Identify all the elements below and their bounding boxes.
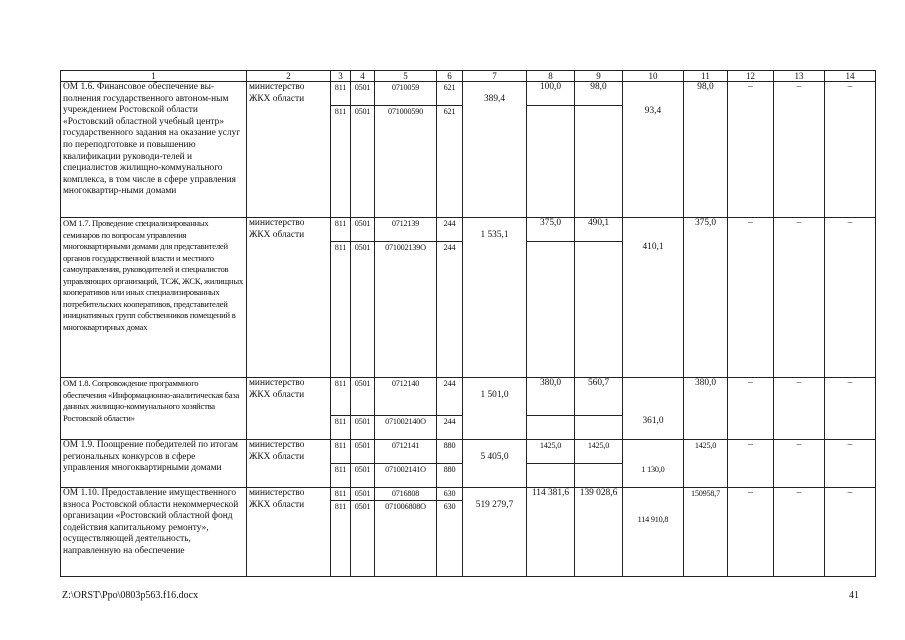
col-header: 11 bbox=[684, 71, 728, 82]
grbs-cell: 811 bbox=[331, 488, 351, 501]
col-header: 9 bbox=[575, 71, 623, 82]
executor-cell: министерство ЖКХ области bbox=[247, 440, 331, 488]
vr-cell: 244 bbox=[437, 242, 463, 378]
budget-table bbox=[60, 70, 876, 577]
year-2018-cell: – bbox=[728, 82, 774, 218]
empty-cell bbox=[575, 106, 623, 218]
year-2018-cell: – bbox=[728, 440, 774, 488]
table-row bbox=[61, 378, 876, 416]
year-2020-cell: – bbox=[825, 218, 876, 378]
year-2014-cell: 380,0 bbox=[527, 378, 575, 416]
year-2017-cell: 98,0 bbox=[684, 82, 728, 218]
col-header: 14 bbox=[825, 71, 876, 82]
table-row bbox=[61, 440, 876, 464]
csr-cell: 071006808О bbox=[375, 500, 437, 576]
year-2016-cell: 361,0 bbox=[623, 378, 684, 440]
year-2017-cell: 375,0 bbox=[684, 218, 728, 378]
table-row bbox=[61, 488, 876, 501]
col-header: 7 bbox=[463, 71, 527, 82]
empty-cell bbox=[575, 242, 623, 378]
empty-cell bbox=[527, 416, 575, 440]
empty-cell bbox=[527, 464, 575, 488]
total-cell: 1 535,1 bbox=[463, 218, 527, 378]
vr-cell: 880 bbox=[437, 464, 463, 488]
year-2020-cell: – bbox=[825, 440, 876, 488]
col-header: 13 bbox=[774, 71, 825, 82]
csr-cell: 071002141О bbox=[375, 464, 437, 488]
total-cell: 389,4 bbox=[463, 82, 527, 218]
grbs-cell: 811 bbox=[331, 500, 351, 576]
year-2018-cell: – bbox=[728, 488, 774, 577]
vr-cell: 244 bbox=[437, 416, 463, 440]
year-2014-cell: 375,0 bbox=[527, 218, 575, 242]
year-2016-cell: 93,4 bbox=[623, 82, 684, 218]
empty-cell bbox=[527, 242, 575, 378]
col-header: 4 bbox=[351, 71, 375, 82]
page-number: 41 bbox=[849, 590, 859, 601]
csr-cell: 071002140О bbox=[375, 416, 437, 440]
col-header: 12 bbox=[728, 71, 774, 82]
grbs-cell: 811 bbox=[331, 82, 351, 106]
measure-name-text: ОМ 1.7. Проведение специализированных семинаров по вопросам управления многоквартирными домами для представителей органов государственной власти и местного самоуправления, руководителей и специалистов управляющих организаций, ТСЖ, ЖСК, жилищных кооперативов или иных специализированных потребительских кооперативов, представителей инициативных групп собственников помещений в многоквартирных домах bbox=[63, 218, 243, 332]
vr-cell: 630 bbox=[437, 488, 463, 501]
grbs-cell: 811 bbox=[331, 416, 351, 440]
table-row bbox=[61, 82, 876, 106]
vr-cell: 630 bbox=[437, 500, 463, 576]
year-2014-cell: 100,0 bbox=[527, 82, 575, 106]
budget-table-page bbox=[60, 70, 875, 577]
empty-cell bbox=[575, 416, 623, 440]
col-header: 10 bbox=[623, 71, 684, 82]
rzpr-cell: 0501 bbox=[351, 106, 375, 218]
year-2015-cell: 490,1 bbox=[575, 218, 623, 242]
empty-cell bbox=[575, 464, 623, 488]
year-2019-cell: – bbox=[774, 218, 825, 378]
rzpr-cell: 0501 bbox=[351, 440, 375, 464]
year-2017-cell: 1425,0 bbox=[684, 440, 728, 488]
year-2019-cell: – bbox=[774, 378, 825, 440]
year-2015-cell: 139 028,6 bbox=[575, 488, 623, 577]
grbs-cell: 811 bbox=[331, 464, 351, 488]
year-2016-cell: 1 130,0 bbox=[623, 440, 684, 488]
year-2018-cell: – bbox=[728, 378, 774, 440]
year-2015-cell: 1425,0 bbox=[575, 440, 623, 464]
vr-cell: 244 bbox=[437, 218, 463, 242]
executor-cell: министерство ЖКХ области bbox=[247, 82, 331, 218]
rzpr-cell: 0501 bbox=[351, 82, 375, 106]
empty-cell bbox=[527, 106, 575, 218]
csr-cell: 071000590 bbox=[375, 106, 437, 218]
csr-cell: 0712139 bbox=[375, 218, 437, 242]
file-path-footer: Z:\ORST\Ppo\0803p563.f16.docx bbox=[62, 590, 199, 601]
vr-cell: 880 bbox=[437, 440, 463, 464]
col-header: 6 bbox=[437, 71, 463, 82]
year-2020-cell: – bbox=[825, 82, 876, 218]
rzpr-cell: 0501 bbox=[351, 218, 375, 242]
executor-cell: министерство ЖКХ области bbox=[247, 378, 331, 440]
vr-cell: 244 bbox=[437, 378, 463, 416]
table-row bbox=[61, 218, 876, 242]
year-2017-cell: 380,0 bbox=[684, 378, 728, 440]
grbs-cell: 811 bbox=[331, 106, 351, 218]
measure-name: ОМ 1.10. Предоставление имущественного взноса Ростовской области некоммерческой организации «Ростовский областной фонд содействия капитальному ремонту», осуществляющей деятельность, направленную на обеспечение bbox=[61, 488, 247, 577]
col-header: 3 bbox=[331, 71, 351, 82]
year-2019-cell: – bbox=[774, 82, 825, 218]
col-header: 1 bbox=[61, 71, 247, 82]
year-2015-cell: 560,7 bbox=[575, 378, 623, 416]
csr-cell: 0716808 bbox=[375, 488, 437, 501]
measure-name: ОМ 1.6. Финансовое обеспечение вы-полнения государственного автоном-ным учреждением Ростовской области «Ростовский областной учебный центр» государственного задания на оказание услуг по переподготовке и повышению квалификации руководи-телей и специалистов жилищно-коммунального комплекса, в том числе в сфере управления многоквартир-ными домами bbox=[61, 82, 247, 218]
grbs-cell: 811 bbox=[331, 440, 351, 464]
measure-name bbox=[61, 378, 247, 440]
executor-cell: министерство ЖКХ области bbox=[247, 218, 331, 378]
vr-cell: 621 bbox=[437, 106, 463, 218]
csr-cell: 0712140 bbox=[375, 378, 437, 416]
executor-cell: министерство ЖКХ области bbox=[247, 488, 331, 577]
year-2016-cell: 410,1 bbox=[623, 218, 684, 378]
year-2014-cell: 114 381,6 bbox=[527, 488, 575, 577]
year-2020-cell: – bbox=[825, 378, 876, 440]
csr-cell: 0710059 bbox=[375, 82, 437, 106]
year-2017-cell: 150958,7 bbox=[684, 488, 728, 577]
csr-cell: 071002139О bbox=[375, 242, 437, 378]
rzpr-cell: 0501 bbox=[351, 500, 375, 576]
measure-name bbox=[61, 218, 247, 378]
col-header: 2 bbox=[247, 71, 331, 82]
rzpr-cell: 0501 bbox=[351, 464, 375, 488]
year-2019-cell: – bbox=[774, 488, 825, 577]
rzpr-cell: 0501 bbox=[351, 378, 375, 416]
vr-cell: 621 bbox=[437, 82, 463, 106]
col-header: 5 bbox=[375, 71, 437, 82]
grbs-cell: 811 bbox=[331, 378, 351, 416]
grbs-cell: 811 bbox=[331, 218, 351, 242]
measure-name-text: ОМ 1.8. Сопровождение программного обеспечения «Информационно-аналитическая база данных жилищно-коммунального хозяйства Ростовской области» bbox=[63, 378, 240, 423]
year-2019-cell: – bbox=[774, 440, 825, 488]
total-cell: 5 405,0 bbox=[463, 440, 527, 488]
total-cell: 519 279,7 bbox=[463, 488, 527, 577]
csr-cell: 0712141 bbox=[375, 440, 437, 464]
year-2020-cell: – bbox=[825, 488, 876, 577]
col-header: 8 bbox=[527, 71, 575, 82]
column-number-row bbox=[61, 71, 876, 82]
total-cell: 1 501,0 bbox=[463, 378, 527, 440]
rzpr-cell: 0501 bbox=[351, 416, 375, 440]
year-2014-cell: 1425,0 bbox=[527, 440, 575, 464]
rzpr-cell: 0501 bbox=[351, 242, 375, 378]
year-2018-cell: – bbox=[728, 218, 774, 378]
year-2016-cell: 114 910,8 bbox=[623, 488, 684, 577]
measure-name: ОМ 1.9. Поощрение победителей по итогам региональных конкурсов в сфере управления многоквартирными домами bbox=[61, 440, 247, 488]
year-2015-cell: 98,0 bbox=[575, 82, 623, 106]
rzpr-cell: 0501 bbox=[351, 488, 375, 501]
grbs-cell: 811 bbox=[331, 242, 351, 378]
